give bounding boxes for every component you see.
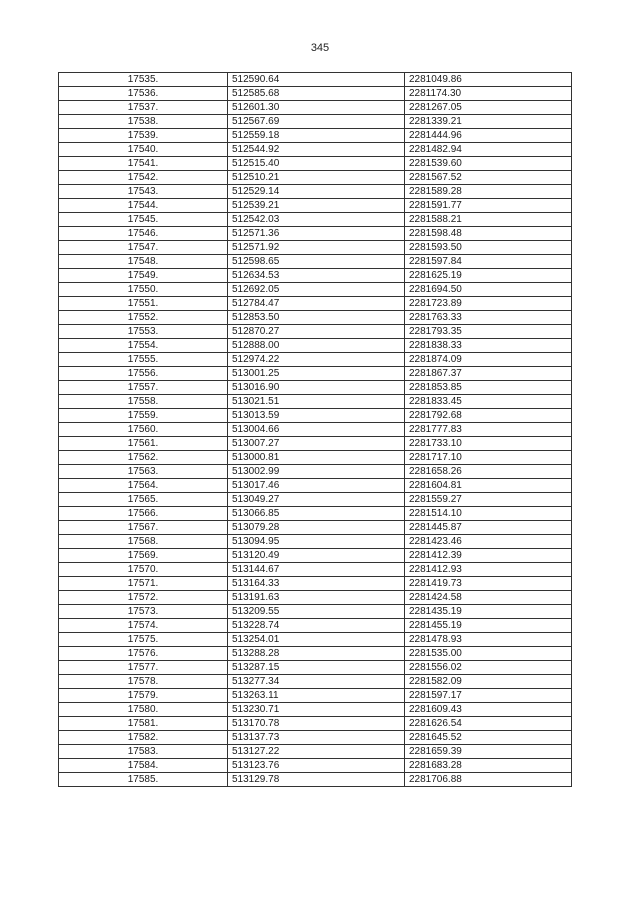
table-row: [59, 101, 572, 115]
y-coordinate-cell: 2281645.52: [405, 731, 572, 745]
point-number-cell: 17566.: [59, 507, 228, 521]
y-coordinate-cell: 2281424.58: [405, 591, 572, 605]
y-coordinate-cell: 2281514.10: [405, 507, 572, 521]
x-coordinate-cell: 513017.46: [228, 479, 405, 493]
y-coordinate-cell: 2281591.77: [405, 199, 572, 213]
table-row: [59, 199, 572, 213]
point-number-cell: 17535.: [59, 73, 228, 87]
point-number-cell: 17585.: [59, 773, 228, 787]
table-row: [59, 143, 572, 157]
y-coordinate-cell: 2281723.89: [405, 297, 572, 311]
x-coordinate-cell: 513079.28: [228, 521, 405, 535]
point-number-cell: 17553.: [59, 325, 228, 339]
y-coordinate-cell: 2281559.27: [405, 493, 572, 507]
x-coordinate-cell: 513094.95: [228, 535, 405, 549]
x-coordinate-cell: 513049.27: [228, 493, 405, 507]
table-row: [59, 227, 572, 241]
table-row: [59, 129, 572, 143]
x-coordinate-cell: 512601.30: [228, 101, 405, 115]
x-coordinate-cell: 513263.11: [228, 689, 405, 703]
x-coordinate-cell: 513066.85: [228, 507, 405, 521]
point-number-cell: 17540.: [59, 143, 228, 157]
point-number-cell: 17568.: [59, 535, 228, 549]
point-number-cell: 17536.: [59, 87, 228, 101]
x-coordinate-cell: 513123.76: [228, 759, 405, 773]
table-row: [59, 493, 572, 507]
x-coordinate-cell: 512567.69: [228, 115, 405, 129]
x-coordinate-cell: 513254.01: [228, 633, 405, 647]
y-coordinate-cell: 2281838.33: [405, 339, 572, 353]
point-number-cell: 17580.: [59, 703, 228, 717]
y-coordinate-cell: 2281423.46: [405, 535, 572, 549]
coordinates-table-body: [59, 73, 572, 787]
table-row: [59, 311, 572, 325]
table-row: [59, 479, 572, 493]
x-coordinate-cell: 513137.73: [228, 731, 405, 745]
y-coordinate-cell: 2281874.09: [405, 353, 572, 367]
table-row: [59, 521, 572, 535]
y-coordinate-cell: 2281556.02: [405, 661, 572, 675]
y-coordinate-cell: 2281659.39: [405, 745, 572, 759]
table-row: [59, 409, 572, 423]
y-coordinate-cell: 2281049.86: [405, 73, 572, 87]
y-coordinate-cell: 2281626.54: [405, 717, 572, 731]
x-coordinate-cell: 512692.05: [228, 283, 405, 297]
point-number-cell: 17577.: [59, 661, 228, 675]
x-coordinate-cell: 512510.21: [228, 171, 405, 185]
point-number-cell: 17558.: [59, 395, 228, 409]
point-number-cell: 17561.: [59, 437, 228, 451]
point-number-cell: 17572.: [59, 591, 228, 605]
y-coordinate-cell: 2281455.19: [405, 619, 572, 633]
table-row: [59, 535, 572, 549]
point-number-cell: 17562.: [59, 451, 228, 465]
point-number-cell: 17576.: [59, 647, 228, 661]
x-coordinate-cell: 512634.53: [228, 269, 405, 283]
x-coordinate-cell: 512590.64: [228, 73, 405, 87]
point-number-cell: 17544.: [59, 199, 228, 213]
table-row: [59, 549, 572, 563]
table-row: [59, 325, 572, 339]
point-number-cell: 17537.: [59, 101, 228, 115]
y-coordinate-cell: 2281567.52: [405, 171, 572, 185]
x-coordinate-cell: 513209.55: [228, 605, 405, 619]
table-row: [59, 605, 572, 619]
point-number-cell: 17550.: [59, 283, 228, 297]
y-coordinate-cell: 2281174.30: [405, 87, 572, 101]
table-row: [59, 157, 572, 171]
point-number-cell: 17569.: [59, 549, 228, 563]
y-coordinate-cell: 2281588.21: [405, 213, 572, 227]
table-row: [59, 717, 572, 731]
y-coordinate-cell: 2281833.45: [405, 395, 572, 409]
point-number-cell: 17584.: [59, 759, 228, 773]
y-coordinate-cell: 2281733.10: [405, 437, 572, 451]
point-number-cell: 17564.: [59, 479, 228, 493]
point-number-cell: 17578.: [59, 675, 228, 689]
x-coordinate-cell: 512784.47: [228, 297, 405, 311]
y-coordinate-cell: 2281793.35: [405, 325, 572, 339]
y-coordinate-cell: 2281445.87: [405, 521, 572, 535]
x-coordinate-cell: 513120.49: [228, 549, 405, 563]
table-row: [59, 255, 572, 269]
table-row: [59, 241, 572, 255]
point-number-cell: 17560.: [59, 423, 228, 437]
x-coordinate-cell: 513007.27: [228, 437, 405, 451]
y-coordinate-cell: 2281853.85: [405, 381, 572, 395]
x-coordinate-cell: 513002.99: [228, 465, 405, 479]
x-coordinate-cell: 513013.59: [228, 409, 405, 423]
point-number-cell: 17570.: [59, 563, 228, 577]
table-row: [59, 577, 572, 591]
table-row: [59, 759, 572, 773]
x-coordinate-cell: 512585.68: [228, 87, 405, 101]
y-coordinate-cell: 2281419.73: [405, 577, 572, 591]
y-coordinate-cell: 2281597.17: [405, 689, 572, 703]
table-row: [59, 269, 572, 283]
x-coordinate-cell: 513000.81: [228, 451, 405, 465]
table-row: [59, 381, 572, 395]
point-number-cell: 17547.: [59, 241, 228, 255]
table-row: [59, 339, 572, 353]
table-row: [59, 185, 572, 199]
x-coordinate-cell: 513129.78: [228, 773, 405, 787]
table-row: [59, 353, 572, 367]
point-number-cell: 17551.: [59, 297, 228, 311]
point-number-cell: 17542.: [59, 171, 228, 185]
table-row: [59, 437, 572, 451]
point-number-cell: 17582.: [59, 731, 228, 745]
y-coordinate-cell: 2281412.39: [405, 549, 572, 563]
table-row: [59, 745, 572, 759]
y-coordinate-cell: 2281339.21: [405, 115, 572, 129]
point-number-cell: 17575.: [59, 633, 228, 647]
table-row: [59, 297, 572, 311]
x-coordinate-cell: 513277.34: [228, 675, 405, 689]
x-coordinate-cell: 512559.18: [228, 129, 405, 143]
table-row: [59, 703, 572, 717]
point-number-cell: 17545.: [59, 213, 228, 227]
x-coordinate-cell: 513170.78: [228, 717, 405, 731]
y-coordinate-cell: 2281867.37: [405, 367, 572, 381]
table-row: [59, 73, 572, 87]
x-coordinate-cell: 512598.65: [228, 255, 405, 269]
table-row: [59, 731, 572, 745]
table-row: [59, 647, 572, 661]
x-coordinate-cell: 513191.63: [228, 591, 405, 605]
y-coordinate-cell: 2281792.68: [405, 409, 572, 423]
x-coordinate-cell: 513287.15: [228, 661, 405, 675]
x-coordinate-cell: 513288.28: [228, 647, 405, 661]
table-row: [59, 213, 572, 227]
point-number-cell: 17565.: [59, 493, 228, 507]
point-number-cell: 17567.: [59, 521, 228, 535]
x-coordinate-cell: 512870.27: [228, 325, 405, 339]
y-coordinate-cell: 2281777.83: [405, 423, 572, 437]
point-number-cell: 17581.: [59, 717, 228, 731]
table-row: [59, 689, 572, 703]
y-coordinate-cell: 2281625.19: [405, 269, 572, 283]
x-coordinate-cell: 513021.51: [228, 395, 405, 409]
point-number-cell: 17543.: [59, 185, 228, 199]
y-coordinate-cell: 2281435.19: [405, 605, 572, 619]
x-coordinate-cell: 513164.33: [228, 577, 405, 591]
table-row: [59, 633, 572, 647]
y-coordinate-cell: 2281683.28: [405, 759, 572, 773]
y-coordinate-cell: 2281658.26: [405, 465, 572, 479]
x-coordinate-cell: 513016.90: [228, 381, 405, 395]
table-row: [59, 367, 572, 381]
x-coordinate-cell: 512529.14: [228, 185, 405, 199]
y-coordinate-cell: 2281706.88: [405, 773, 572, 787]
point-number-cell: 17574.: [59, 619, 228, 633]
y-coordinate-cell: 2281412.93: [405, 563, 572, 577]
x-coordinate-cell: 512888.00: [228, 339, 405, 353]
table-row: [59, 423, 572, 437]
y-coordinate-cell: 2281593.50: [405, 241, 572, 255]
y-coordinate-cell: 2281604.81: [405, 479, 572, 493]
x-coordinate-cell: 512571.92: [228, 241, 405, 255]
point-number-cell: 17559.: [59, 409, 228, 423]
point-number-cell: 17555.: [59, 353, 228, 367]
x-coordinate-cell: 512974.22: [228, 353, 405, 367]
y-coordinate-cell: 2281482.94: [405, 143, 572, 157]
x-coordinate-cell: 512571.36: [228, 227, 405, 241]
table-row: [59, 591, 572, 605]
x-coordinate-cell: 513004.66: [228, 423, 405, 437]
point-number-cell: 17556.: [59, 367, 228, 381]
page-number: 345: [310, 42, 330, 54]
y-coordinate-cell: 2281535.00: [405, 647, 572, 661]
y-coordinate-cell: 2281598.48: [405, 227, 572, 241]
point-number-cell: 17557.: [59, 381, 228, 395]
table-row: [59, 563, 572, 577]
point-number-cell: 17563.: [59, 465, 228, 479]
y-coordinate-cell: 2281763.33: [405, 311, 572, 325]
y-coordinate-cell: 2281589.28: [405, 185, 572, 199]
point-number-cell: 17571.: [59, 577, 228, 591]
x-coordinate-cell: 513144.67: [228, 563, 405, 577]
y-coordinate-cell: 2281444.96: [405, 129, 572, 143]
point-number-cell: 17541.: [59, 157, 228, 171]
y-coordinate-cell: 2281609.43: [405, 703, 572, 717]
point-number-cell: 17549.: [59, 269, 228, 283]
table-row: [59, 773, 572, 787]
point-number-cell: 17539.: [59, 129, 228, 143]
table-row: [59, 465, 572, 479]
y-coordinate-cell: 2281694.50: [405, 283, 572, 297]
x-coordinate-cell: 513228.74: [228, 619, 405, 633]
y-coordinate-cell: 2281717.10: [405, 451, 572, 465]
x-coordinate-cell: 513127.22: [228, 745, 405, 759]
x-coordinate-cell: 512515.40: [228, 157, 405, 171]
y-coordinate-cell: 2281597.84: [405, 255, 572, 269]
point-number-cell: 17579.: [59, 689, 228, 703]
x-coordinate-cell: 512539.21: [228, 199, 405, 213]
table-row: [59, 115, 572, 129]
x-coordinate-cell: 513001.25: [228, 367, 405, 381]
table-row: [59, 661, 572, 675]
table-row: [59, 171, 572, 185]
table-row: [59, 675, 572, 689]
point-number-cell: 17583.: [59, 745, 228, 759]
y-coordinate-cell: 2281539.60: [405, 157, 572, 171]
y-coordinate-cell: 2281478.93: [405, 633, 572, 647]
point-number-cell: 17538.: [59, 115, 228, 129]
coordinates-table: [58, 72, 572, 787]
y-coordinate-cell: 2281267.05: [405, 101, 572, 115]
table-row: [59, 283, 572, 297]
point-number-cell: 17546.: [59, 227, 228, 241]
x-coordinate-cell: 512853.50: [228, 311, 405, 325]
point-number-cell: 17548.: [59, 255, 228, 269]
x-coordinate-cell: 512544.92: [228, 143, 405, 157]
point-number-cell: 17573.: [59, 605, 228, 619]
x-coordinate-cell: 512542.03: [228, 213, 405, 227]
table-row: [59, 619, 572, 633]
y-coordinate-cell: 2281582.09: [405, 675, 572, 689]
table-row: [59, 87, 572, 101]
table-row: [59, 451, 572, 465]
point-number-cell: 17554.: [59, 339, 228, 353]
table-row: [59, 395, 572, 409]
x-coordinate-cell: 513230.71: [228, 703, 405, 717]
table-row: [59, 507, 572, 521]
point-number-cell: 17552.: [59, 311, 228, 325]
